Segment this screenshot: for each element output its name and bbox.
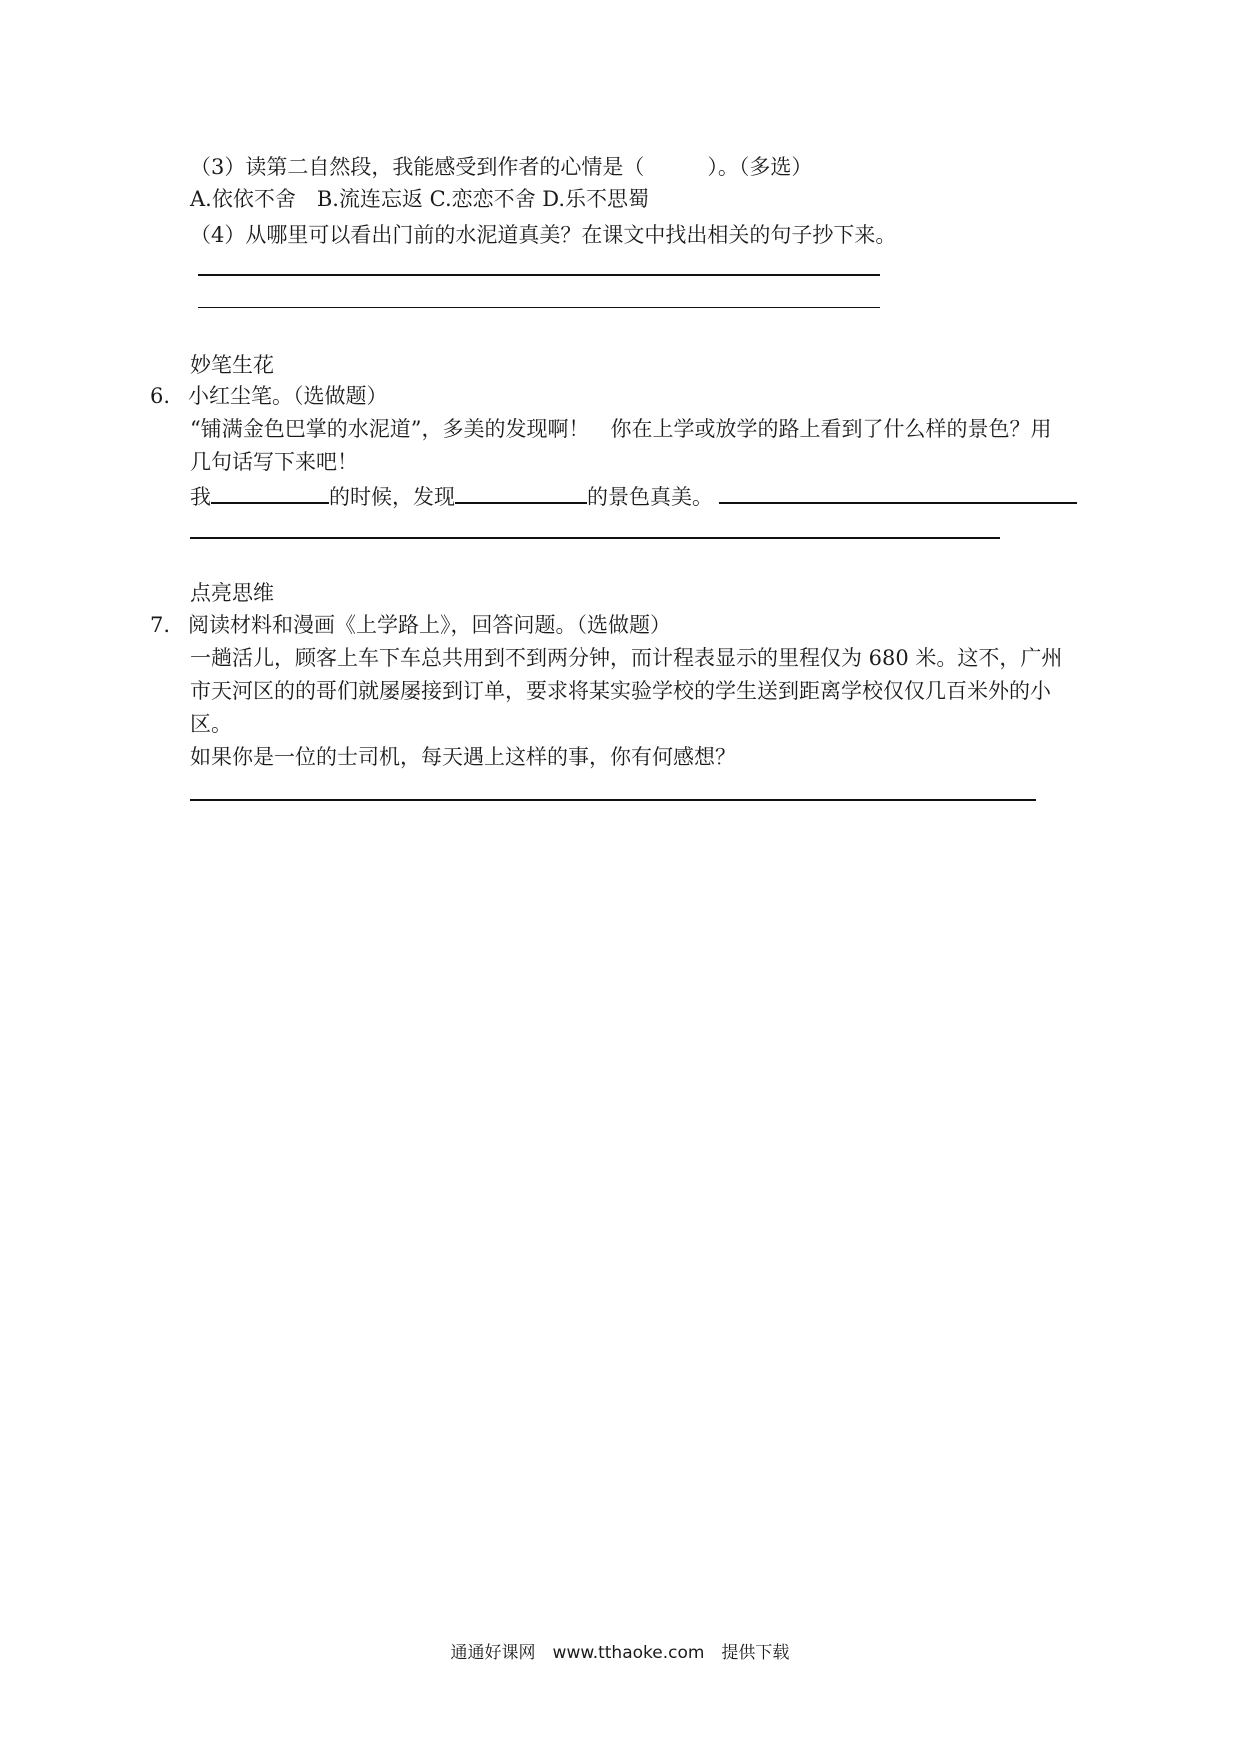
fill-text-3: 的景色真美。 [587,485,713,509]
answer-line-2[interactable] [198,307,880,308]
question-7-title [150,610,671,640]
q5-sub3: （3）读第二自然段，我能感受到作者的心情是（ ）。（多选） [190,155,813,179]
question-title: 阅读材料和漫画《上学路上》，回答问题。（选做题） [188,613,671,637]
q7-material-line-1: 一趟活儿，顾客上车下车总共用到不到两分钟，而计程表显示的里程仅为 680 米。这不，广州 [190,646,1063,670]
q6-prompt-line-2: 几句话写下来吧！ [190,450,358,474]
q6-prompt-line-1: “铺满金色巴掌的水泥道”，多美的发现啊！ 你在上学或放学的路上看到了什么样的景色？用 [190,417,1052,441]
q7-material-line-2: 市天河区的的哥们就屡屡接到订单，要求将某实验学校的学生送到距离学校仅仅几百米外的小 [190,679,1051,703]
fill-blank-place[interactable] [455,480,587,504]
question-number: 7. [150,613,171,637]
answer-line-3[interactable] [190,537,1000,539]
question-6-title [150,381,388,411]
section-heading-writing: 妙笔生花 [190,353,274,377]
question-title: 小红尘笔。（选做题） [188,384,388,408]
q7-material-line-3: 区。 [190,712,232,736]
fill-text-2: 的时候，发现 [329,485,455,509]
q5-sub4: （4）从哪里可以看出门前的水泥道真美？在课文中找出相关的句子抄下来。 [190,223,897,247]
question-number: 6. [150,384,171,408]
fill-text-1: 我 [190,485,211,509]
answer-line-1[interactable] [198,274,880,276]
answer-line-4[interactable] [190,799,1036,801]
fill-blank-continue[interactable] [719,480,1077,504]
page-footer: 通通好课网 www.tthaoke.com 提供下载 [450,1643,790,1663]
fill-blank-activity[interactable] [211,480,329,504]
section-heading-thinking: 点亮思维 [190,581,274,605]
q5-sub3-options: A.依依不舍 B.流连忘返 C.恋恋不舍 D.乐不思蜀 [190,187,650,211]
q7-question: 如果你是一位的士司机，每天遇上这样的事，你有何感想？ [190,745,736,769]
q6-fill-sentence [190,480,1077,512]
